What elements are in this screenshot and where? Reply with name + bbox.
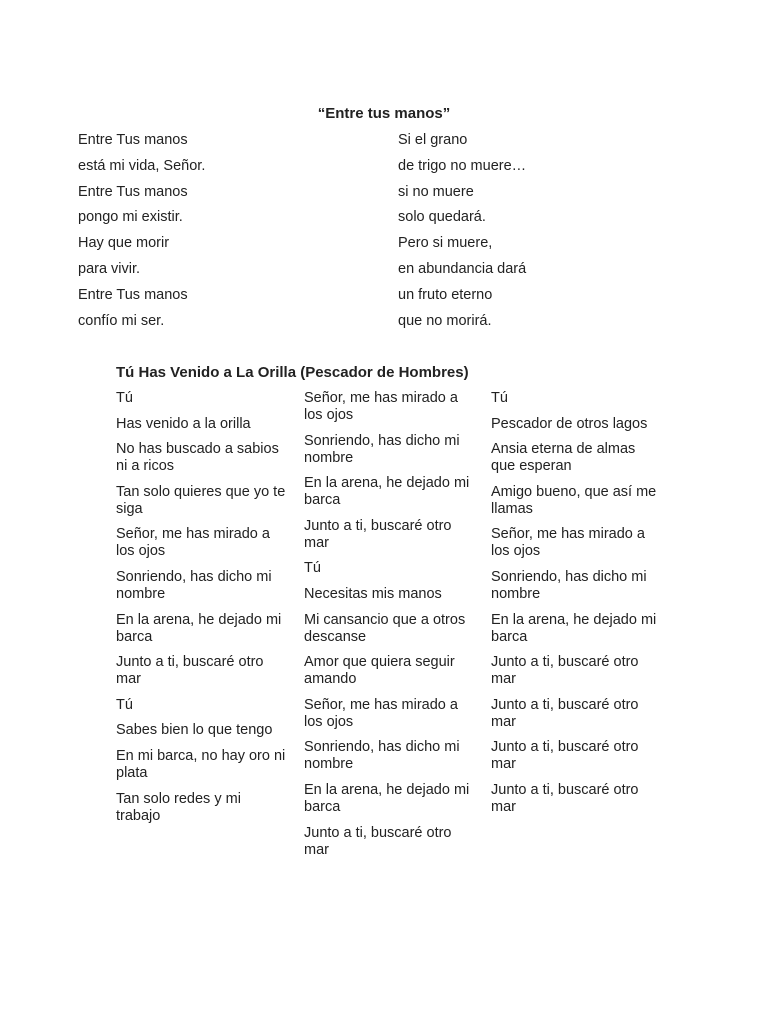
lyric-line: En mi barca, no hay oro ni plata <box>116 747 286 781</box>
lyric-line: Sonriendo, has dicho mi nombre <box>304 432 460 466</box>
song2-column-3 <box>491 390 663 825</box>
lyric-line: Junto a ti, buscaré otro mar <box>304 517 452 551</box>
lyric-line: En la arena, he dejado mi barca <box>304 475 470 509</box>
song2-column-2 <box>304 390 476 867</box>
lyric-line: Ansia eterna de almas que esperan <box>491 441 636 475</box>
lyric-line: En la arena, he dejado mi barca <box>304 781 470 815</box>
lyric-line: en abundancia dará <box>398 260 527 277</box>
song1-title: “Entre tus manos” <box>317 105 451 122</box>
lyric-line: que no morirá. <box>398 312 492 329</box>
lyric-line: Señor, me has mirado a los ojos <box>116 526 270 560</box>
lyric-line: Señor, me has mirado a los ojos <box>304 390 458 423</box>
lyric-line: Junto a ti, buscaré otro mar <box>491 739 639 773</box>
song2-title: Tú Has Venido a La Orilla (Pescador de Hombres) <box>116 364 469 381</box>
lyric-line: Amor que quiera seguir amando <box>304 654 455 688</box>
lyric-line: Hay que morir <box>78 235 170 252</box>
lyric-line: En la arena, he dejado mi barca <box>116 611 282 645</box>
lyric-line: Entre Tus manos <box>78 286 188 303</box>
song2-column-1 <box>116 390 288 833</box>
lyric-line: solo quedará. <box>398 209 486 226</box>
lyric-line: Sonriendo, has dicho mi nombre <box>304 739 460 773</box>
song1-left-column <box>78 130 205 336</box>
lyric-line: Si el grano <box>398 132 468 148</box>
lyric-line: si no muere <box>398 183 474 200</box>
lyric-line: de trigo no muere… <box>398 157 527 174</box>
lyric-line: confío mi ser. <box>78 312 165 329</box>
lyric-line: Tan solo quieres que yo te siga <box>116 483 286 517</box>
lyric-line: Tú <box>116 390 133 406</box>
lyric-line: Junto a ti, buscaré otro mar <box>491 696 639 730</box>
lyric-line: Tú <box>304 560 321 577</box>
lyric-line: Pescador de otros lagos <box>491 415 648 432</box>
lyric-line: Entre Tus manos <box>78 132 188 148</box>
lyric-line: Entre Tus manos <box>78 183 188 200</box>
lyric-line: Pero si muere, <box>398 235 493 252</box>
lyric-line: No has buscado a sabios ni a ricos <box>116 441 279 475</box>
lyric-line: Sonriendo, has dicho mi nombre <box>116 568 272 602</box>
lyric-line: Sonriendo, has dicho mi nombre <box>491 568 647 602</box>
lyric-line: Junto a ti, buscaré otro mar <box>304 824 452 858</box>
lyric-line: un fruto eterno <box>398 286 493 303</box>
lyric-line: Junto a ti, buscaré otro mar <box>491 654 639 688</box>
lyric-line: para vivir. <box>78 260 141 277</box>
lyric-line: está mi vida, Señor. <box>78 157 206 174</box>
lyric-line: Tan solo redes y mi trabajo <box>116 790 241 824</box>
lyric-line: Amigo bueno, que así me llamas <box>491 483 657 517</box>
lyric-line: Mi cansancio que a otros descanse <box>304 611 466 645</box>
lyric-line: Tú <box>116 696 133 713</box>
lyric-line: Tú <box>491 390 508 406</box>
lyric-line: Señor, me has mirado a los ojos <box>491 526 645 560</box>
lyric-line: Has venido a la orilla <box>116 415 251 432</box>
lyric-line: pongo mi existir. <box>78 209 183 226</box>
song1-right-column <box>398 130 526 336</box>
lyric-line: En la arena, he dejado mi barca <box>491 611 657 645</box>
lyric-line: Junto a ti, buscaré otro mar <box>491 781 639 815</box>
lyric-line: Sabes bien lo que tengo <box>116 722 273 739</box>
lyric-line: Necesitas mis manos <box>304 585 442 602</box>
lyric-line: Señor, me has mirado a los ojos <box>304 696 458 730</box>
lyric-line: Junto a ti, buscaré otro mar <box>116 654 264 688</box>
